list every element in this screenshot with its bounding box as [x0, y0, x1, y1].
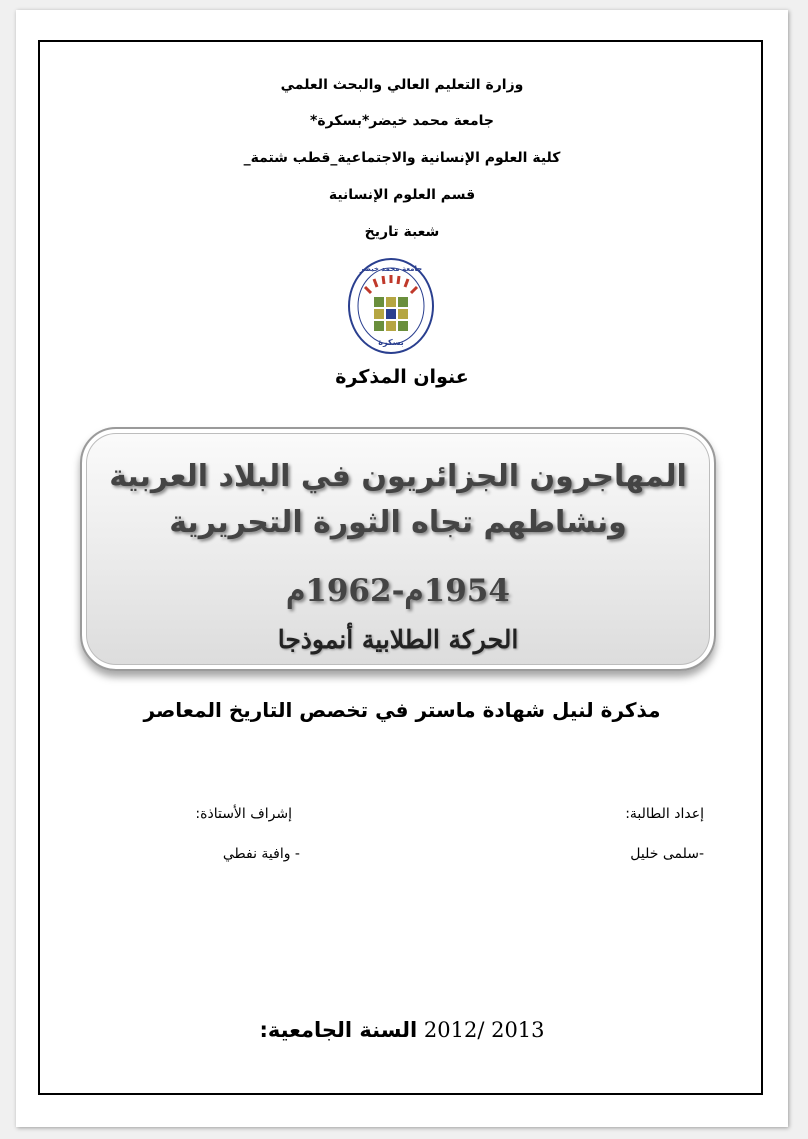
- supervisor-label: إشراف الأستاذة:: [195, 806, 292, 822]
- ministry-heading: وزارة التعليم العالي والبحث العلمي: [280, 77, 524, 93]
- title-subtitle: الحركة الطلابية أنموذجا: [277, 625, 519, 654]
- logo-bottom-text: بسكرة: [378, 338, 404, 347]
- department-heading: قسم العلوم الإنسانية: [328, 187, 476, 203]
- faculty-heading: كلية العلوم الإنسانية والاجتماعية_قطب شتمة_: [243, 150, 561, 166]
- title-line-2: ونشاطهم تجاه الثورة التحريرية: [169, 505, 627, 540]
- title-box: [80, 427, 716, 671]
- academic-year-value: 2012/ 2013: [423, 1018, 545, 1042]
- memo-title-label: عنوان المذكرة: [335, 366, 469, 388]
- university-logo-icon: [347, 257, 435, 355]
- student-label: إعداد الطالبة:: [625, 806, 704, 822]
- logo-arc-text: جامعة محمد خيضر: [359, 265, 423, 273]
- degree-statement: مذكرة لنيل شهادة ماستر في تخصص التاريخ المعاصر: [143, 698, 661, 722]
- university-heading: جامعة محمد خيضر*بسكرة*: [310, 113, 494, 129]
- academic-year: [16, 1018, 788, 1042]
- student-name: -سلمى خليل: [630, 846, 704, 862]
- academic-year-label: السنة الجامعية:: [259, 1018, 418, 1042]
- document-page: [16, 10, 788, 1127]
- title-period: 1954م-1962م: [286, 573, 510, 609]
- title-line-1: المهاجرون الجزائريون في البلاد العربية: [109, 459, 687, 494]
- branch-heading: شعبة تاريخ: [364, 224, 440, 240]
- supervisor-name: - وافية نفطي: [222, 846, 300, 862]
